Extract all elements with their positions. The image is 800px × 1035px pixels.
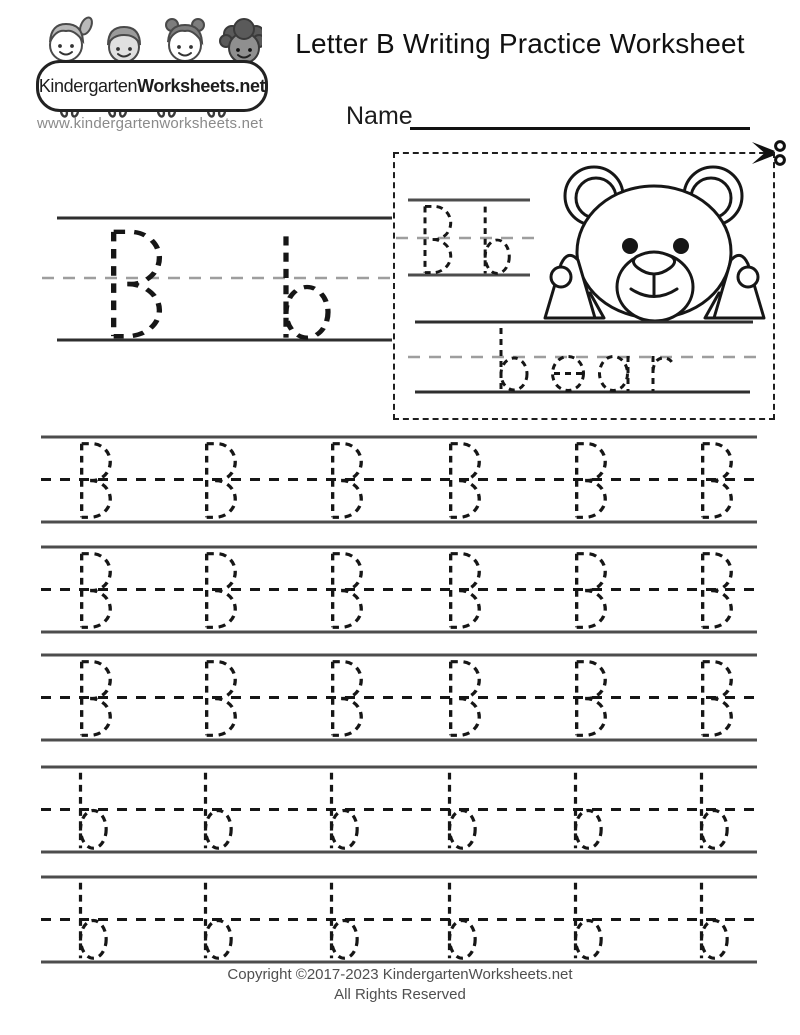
traceable-letter-B (451, 662, 480, 736)
kid-girl-pigtails (166, 19, 204, 61)
traceable-letter-B (333, 444, 362, 518)
traceable-letter-B (207, 554, 236, 628)
brand-regular: Kindergarten (38, 75, 138, 96)
site-logo (36, 60, 268, 112)
kid-girl-ponytail (50, 16, 94, 61)
example-word-guide (408, 318, 760, 398)
traceable-letter-B (333, 554, 362, 628)
traceable-letter-b (702, 773, 728, 848)
practice-row-2-B (38, 544, 762, 636)
bear-eye-right (673, 238, 689, 254)
word-letter-e (553, 357, 584, 391)
example-lowercase-letter (485, 207, 509, 274)
practice-row-3-B (38, 652, 762, 744)
rights-text: All Rights Reserved (334, 986, 466, 1003)
name-label: Name (346, 102, 413, 130)
bear-illustration (535, 160, 781, 326)
practice-row-1-B (38, 434, 762, 526)
word-letter-b (501, 328, 527, 390)
example-letters-guide (394, 196, 534, 280)
page-title: Letter B Writing Practice Worksheet (295, 28, 745, 59)
kid-boy-gray (108, 27, 140, 62)
bear-eye-left (622, 238, 638, 254)
word-letter-r (653, 356, 673, 391)
traceable-letter-b (450, 773, 476, 848)
large-example-guide (40, 210, 396, 346)
practice-row-4-b (38, 764, 762, 856)
traceable-letter-b (702, 883, 728, 958)
traceable-letter-b (206, 773, 232, 848)
traceable-letter-b (206, 883, 232, 958)
large-traceable-letter-B (114, 232, 160, 336)
large-traceable-letter-b (286, 236, 328, 337)
traceable-letter-B (333, 662, 362, 736)
traceable-letter-B (451, 554, 480, 628)
traceable-letter-B (207, 444, 236, 518)
website-url: www.kindergartenworksheets.net (36, 115, 264, 132)
bear-nose (633, 252, 674, 274)
practice-row-5-b (38, 874, 762, 966)
traceable-word (501, 328, 673, 391)
traceable-letter-B (207, 662, 236, 736)
traceable-letter-b (450, 883, 476, 958)
word-letter-a (600, 356, 629, 391)
name-input-line (410, 100, 750, 130)
brand-bold: Worksheets.net (137, 75, 266, 96)
traceable-letter-B (451, 444, 480, 518)
kid-boy-curly (220, 19, 262, 63)
example-uppercase-letter (425, 206, 451, 272)
brand-text (39, 76, 265, 97)
copyright-text: Copyright ©2017-2023 KindergartenWorksheets.net (227, 966, 573, 983)
